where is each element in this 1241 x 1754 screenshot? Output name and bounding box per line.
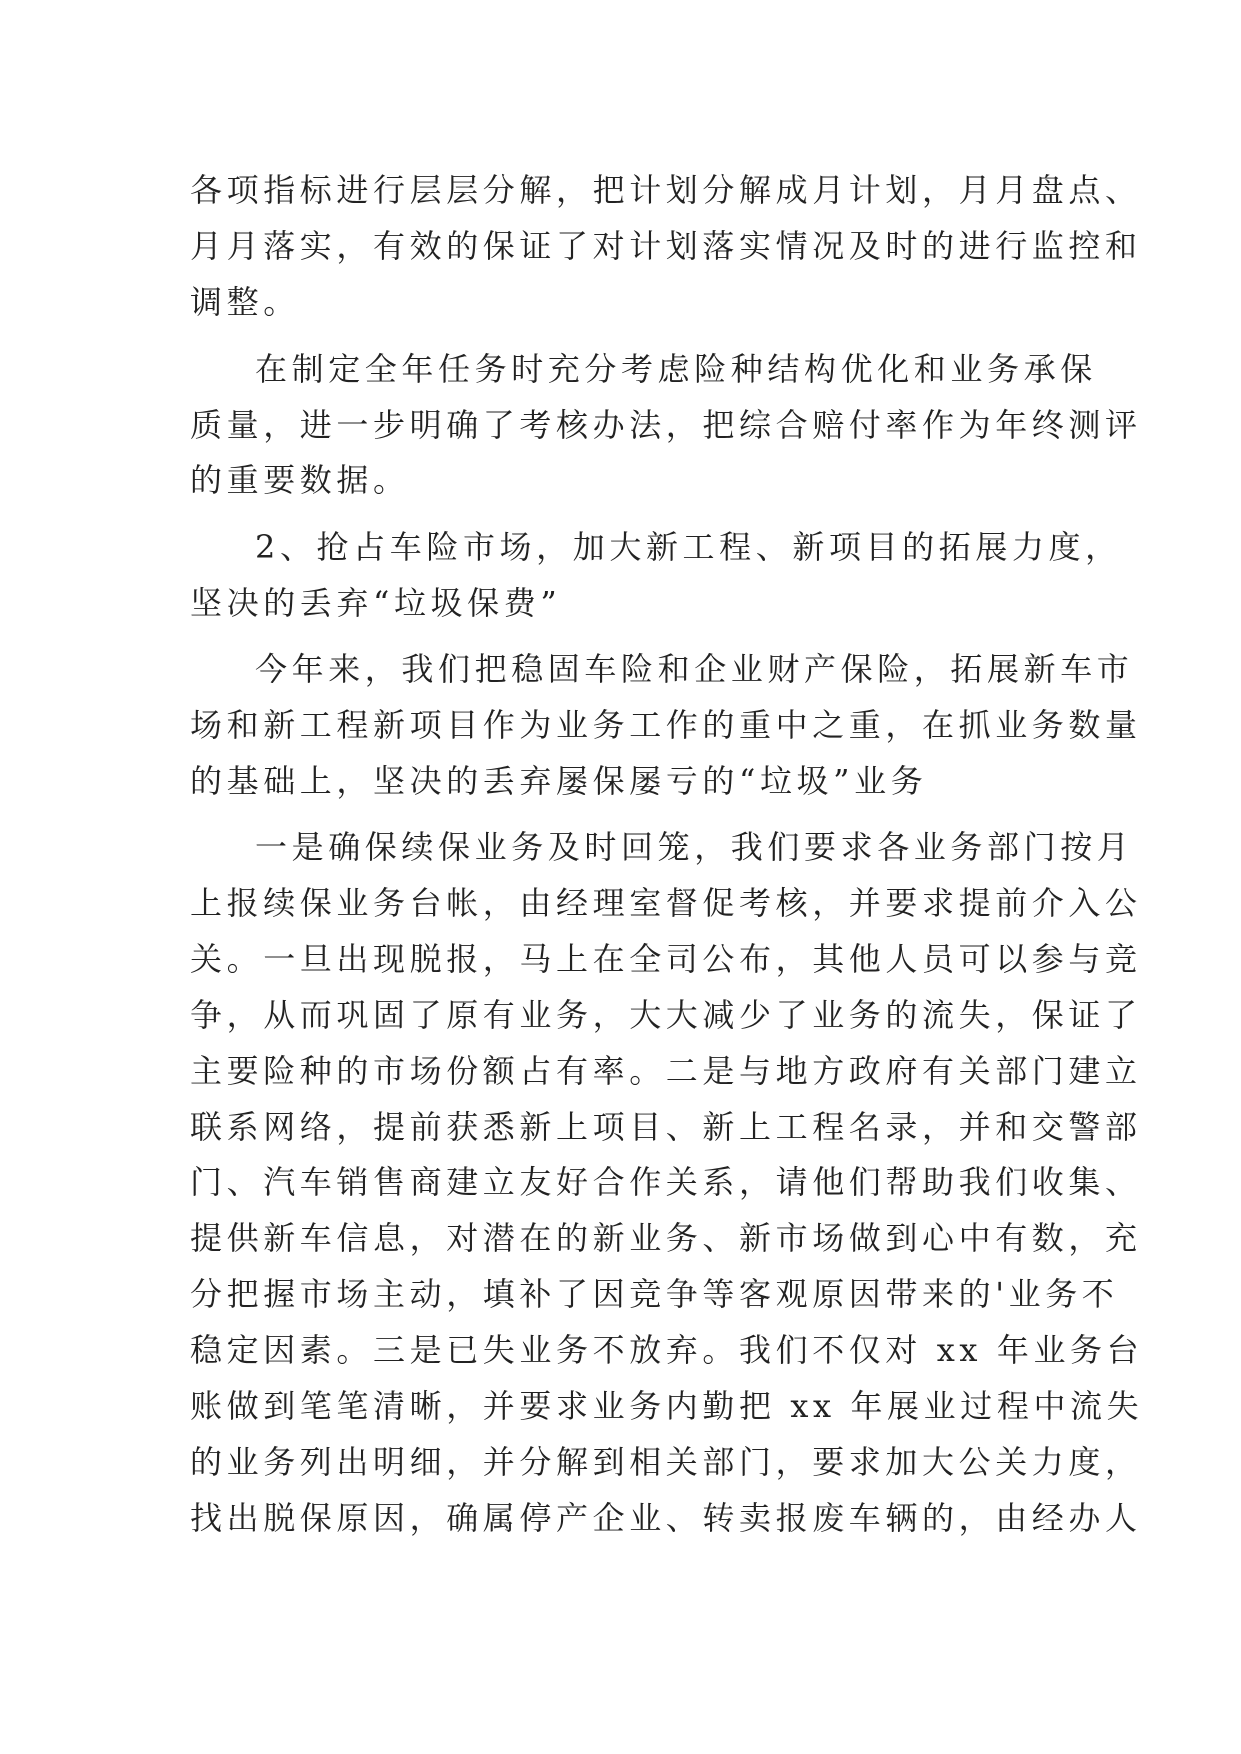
text-line: 场和新工程新项目作为业务工作的重中之重，在抓业务数量	[190, 706, 1142, 744]
text-line: 门、汽车销售商建立友好合作关系，请他们帮助我们收集、	[190, 1163, 1142, 1201]
text-line: 主要险种的市场份额占有率。二是与地方政府有关部门建立	[190, 1052, 1142, 1090]
text-line: 联系网络，提前获悉新上项目、新上工程名录，并和交警部	[190, 1108, 1142, 1146]
text-line: 上报续保业务台帐，由经理室督促考核，并要求提前介入公	[190, 884, 1142, 922]
text-line: 找出脱保原因，确属停产企业、转卖报废车辆的，由经办人	[190, 1499, 1142, 1537]
text-line: 质量，进一步明确了考核办法，把综合赔付率作为年终测评	[190, 406, 1142, 444]
text-line: 各项指标进行层层分解，把计划分解成月计划，月月盘点、	[190, 171, 1142, 209]
section-heading: 坚决的丢弃“垃圾保费”	[190, 584, 562, 622]
text-line: 在制定全年任务时充分考虑险种结构优化和业务承保	[255, 350, 1097, 388]
text-line: 的基础上，坚决的丢弃屡保屡亏的“垃圾”业务	[190, 762, 928, 800]
text-line: 分把握市场主动，填补了因竞争等客观原因带来的'业务不	[190, 1275, 1119, 1313]
text-line: 一是确保续保业务及时回笼，我们要求各业务部门按月	[255, 828, 1134, 866]
text-line: 月月落实，有效的保证了对计划落实情况及时的进行监控和	[190, 227, 1142, 265]
text-line: 调整。	[190, 283, 300, 321]
text-line: 的重要数据。	[190, 461, 410, 499]
text-line: 争，从而巩固了原有业务，大大减少了业务的流失，保证了	[190, 996, 1142, 1034]
text-line: 今年来，我们把稳固车险和企业财产保险，拓展新车市	[255, 650, 1134, 688]
section-heading: 2、抢占车险市场，加大新工程、新项目的拓展力度，	[255, 528, 1122, 566]
text-line: 提供新车信息，对潜在的新业务、新市场做到心中有数，充	[190, 1219, 1142, 1257]
text-line: 关。一旦出现脱报，马上在全司公布，其他人员可以参与竞	[190, 940, 1142, 978]
text-line: 稳定因素。三是已失业务不放弃。我们不仅对 xx 年业务台	[190, 1331, 1144, 1369]
text-line: 账做到笔笔清晰，并要求业务内勤把 xx 年展业过程中流失	[190, 1387, 1144, 1425]
text-line: 的业务列出明细，并分解到相关部门，要求加大公关力度，	[190, 1443, 1142, 1481]
